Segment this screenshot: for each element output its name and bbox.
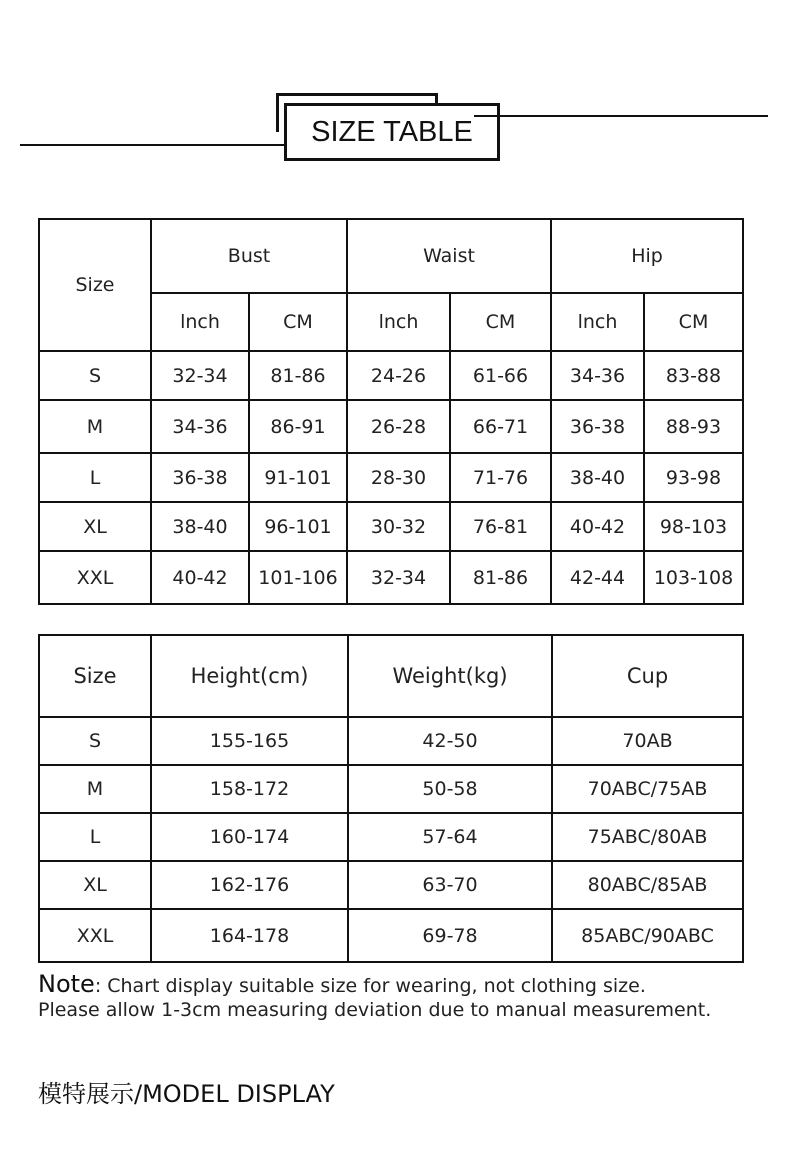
waist-cm-cell: 61-66 <box>450 351 551 400</box>
size-cell: S <box>39 351 151 400</box>
sizing-note <box>38 972 711 1022</box>
table-row <box>39 502 743 551</box>
size-cell: M <box>39 400 151 453</box>
cup-header: Cup <box>552 635 743 717</box>
waist-inch-header: lnch <box>347 293 450 351</box>
size-cell: XXL <box>39 551 151 604</box>
waist-inch-cell: 24-26 <box>347 351 450 400</box>
table-row <box>39 813 743 861</box>
bust-inch-header: lnch <box>151 293 249 351</box>
weight-cell: 57-64 <box>348 813 552 861</box>
hip-inch-cell: 40-42 <box>551 502 644 551</box>
cup-cell: 70ABC/75AB <box>552 765 743 813</box>
note-text-1: : Chart display suitable size for wearing, not clothing size. <box>94 975 646 997</box>
height-cell: 162-176 <box>151 861 348 909</box>
bust-inch-cell: 40-42 <box>151 551 249 604</box>
bust-cm-cell: 101-106 <box>249 551 347 604</box>
note-label: Note <box>38 970 95 998</box>
hip-cm-cell: 98-103 <box>644 502 743 551</box>
size-cell: L <box>39 813 151 861</box>
waist-inch-cell: 30-32 <box>347 502 450 551</box>
table-row <box>39 351 743 400</box>
bust-header: Bust <box>151 219 347 293</box>
height-cell: 158-172 <box>151 765 348 813</box>
cup-cell: 75ABC/80AB <box>552 813 743 861</box>
cup-cell: 85ABC/90ABC <box>552 909 743 962</box>
bust-cm-cell: 91-101 <box>249 453 347 502</box>
hip-inch-cell: 38-40 <box>551 453 644 502</box>
table-row <box>39 453 743 502</box>
title-rule-left <box>20 144 314 146</box>
page-title: SIZE TABLE <box>311 115 473 148</box>
weight-cell: 42-50 <box>348 717 552 765</box>
weight-header: Weight(kg) <box>348 635 552 717</box>
bust-cm-header: CM <box>249 293 347 351</box>
size-table-header <box>0 0 790 180</box>
waist-cm-cell: 76-81 <box>450 502 551 551</box>
weight-cell: 50-58 <box>348 765 552 813</box>
hip-cm-cell: 88-93 <box>644 400 743 453</box>
size-cell: S <box>39 717 151 765</box>
cup-cell: 70AB <box>552 717 743 765</box>
size-header: Size <box>39 219 151 351</box>
waist-inch-cell: 26-28 <box>347 400 450 453</box>
body-size-table <box>38 634 744 963</box>
hip-header: Hip <box>551 219 743 293</box>
height-cell: 164-178 <box>151 909 348 962</box>
hip-cm-cell: 83-88 <box>644 351 743 400</box>
size-cell: M <box>39 765 151 813</box>
height-cell: 160-174 <box>151 813 348 861</box>
table-row <box>39 400 743 453</box>
hip-cm-header: CM <box>644 293 743 351</box>
bust-cm-cell: 96-101 <box>249 502 347 551</box>
waist-inch-cell: 32-34 <box>347 551 450 604</box>
size-cell: XL <box>39 502 151 551</box>
table-header-row <box>39 635 743 717</box>
table-row <box>39 717 743 765</box>
waist-inch-cell: 28-30 <box>347 453 450 502</box>
measurements-table <box>38 218 744 605</box>
table-row <box>39 765 743 813</box>
hip-inch-header: lnch <box>551 293 644 351</box>
size-cell: XXL <box>39 909 151 962</box>
size-cell: L <box>39 453 151 502</box>
weight-cell: 69-78 <box>348 909 552 962</box>
size-header: Size <box>39 635 151 717</box>
cup-cell: 80ABC/85AB <box>552 861 743 909</box>
note-line-1 <box>38 972 711 998</box>
title-rule-right <box>474 115 768 117</box>
hip-cm-cell: 103-108 <box>644 551 743 604</box>
size-cell: XL <box>39 861 151 909</box>
table-header-row <box>39 219 743 293</box>
table-row <box>39 551 743 604</box>
bust-cm-cell: 81-86 <box>249 351 347 400</box>
table-row <box>39 861 743 909</box>
hip-inch-cell: 42-44 <box>551 551 644 604</box>
waist-cm-header: CM <box>450 293 551 351</box>
bust-inch-cell: 34-36 <box>151 400 249 453</box>
height-header: Height(cm) <box>151 635 348 717</box>
hip-cm-cell: 93-98 <box>644 453 743 502</box>
table-row <box>39 909 743 962</box>
note-text-2: Please allow 1-3cm measuring deviation due to manual measurement. <box>38 999 712 1021</box>
bust-inch-cell: 38-40 <box>151 502 249 551</box>
model-display-heading: 模特展示/MODEL DISPLAY <box>38 1080 335 1108</box>
waist-header: Waist <box>347 219 551 293</box>
waist-cm-cell: 66-71 <box>450 400 551 453</box>
weight-cell: 63-70 <box>348 861 552 909</box>
bust-inch-cell: 32-34 <box>151 351 249 400</box>
waist-cm-cell: 71-76 <box>450 453 551 502</box>
height-cell: 155-165 <box>151 717 348 765</box>
hip-inch-cell: 36-38 <box>551 400 644 453</box>
hip-inch-cell: 34-36 <box>551 351 644 400</box>
bust-cm-cell: 86-91 <box>249 400 347 453</box>
waist-cm-cell: 81-86 <box>450 551 551 604</box>
bust-inch-cell: 36-38 <box>151 453 249 502</box>
